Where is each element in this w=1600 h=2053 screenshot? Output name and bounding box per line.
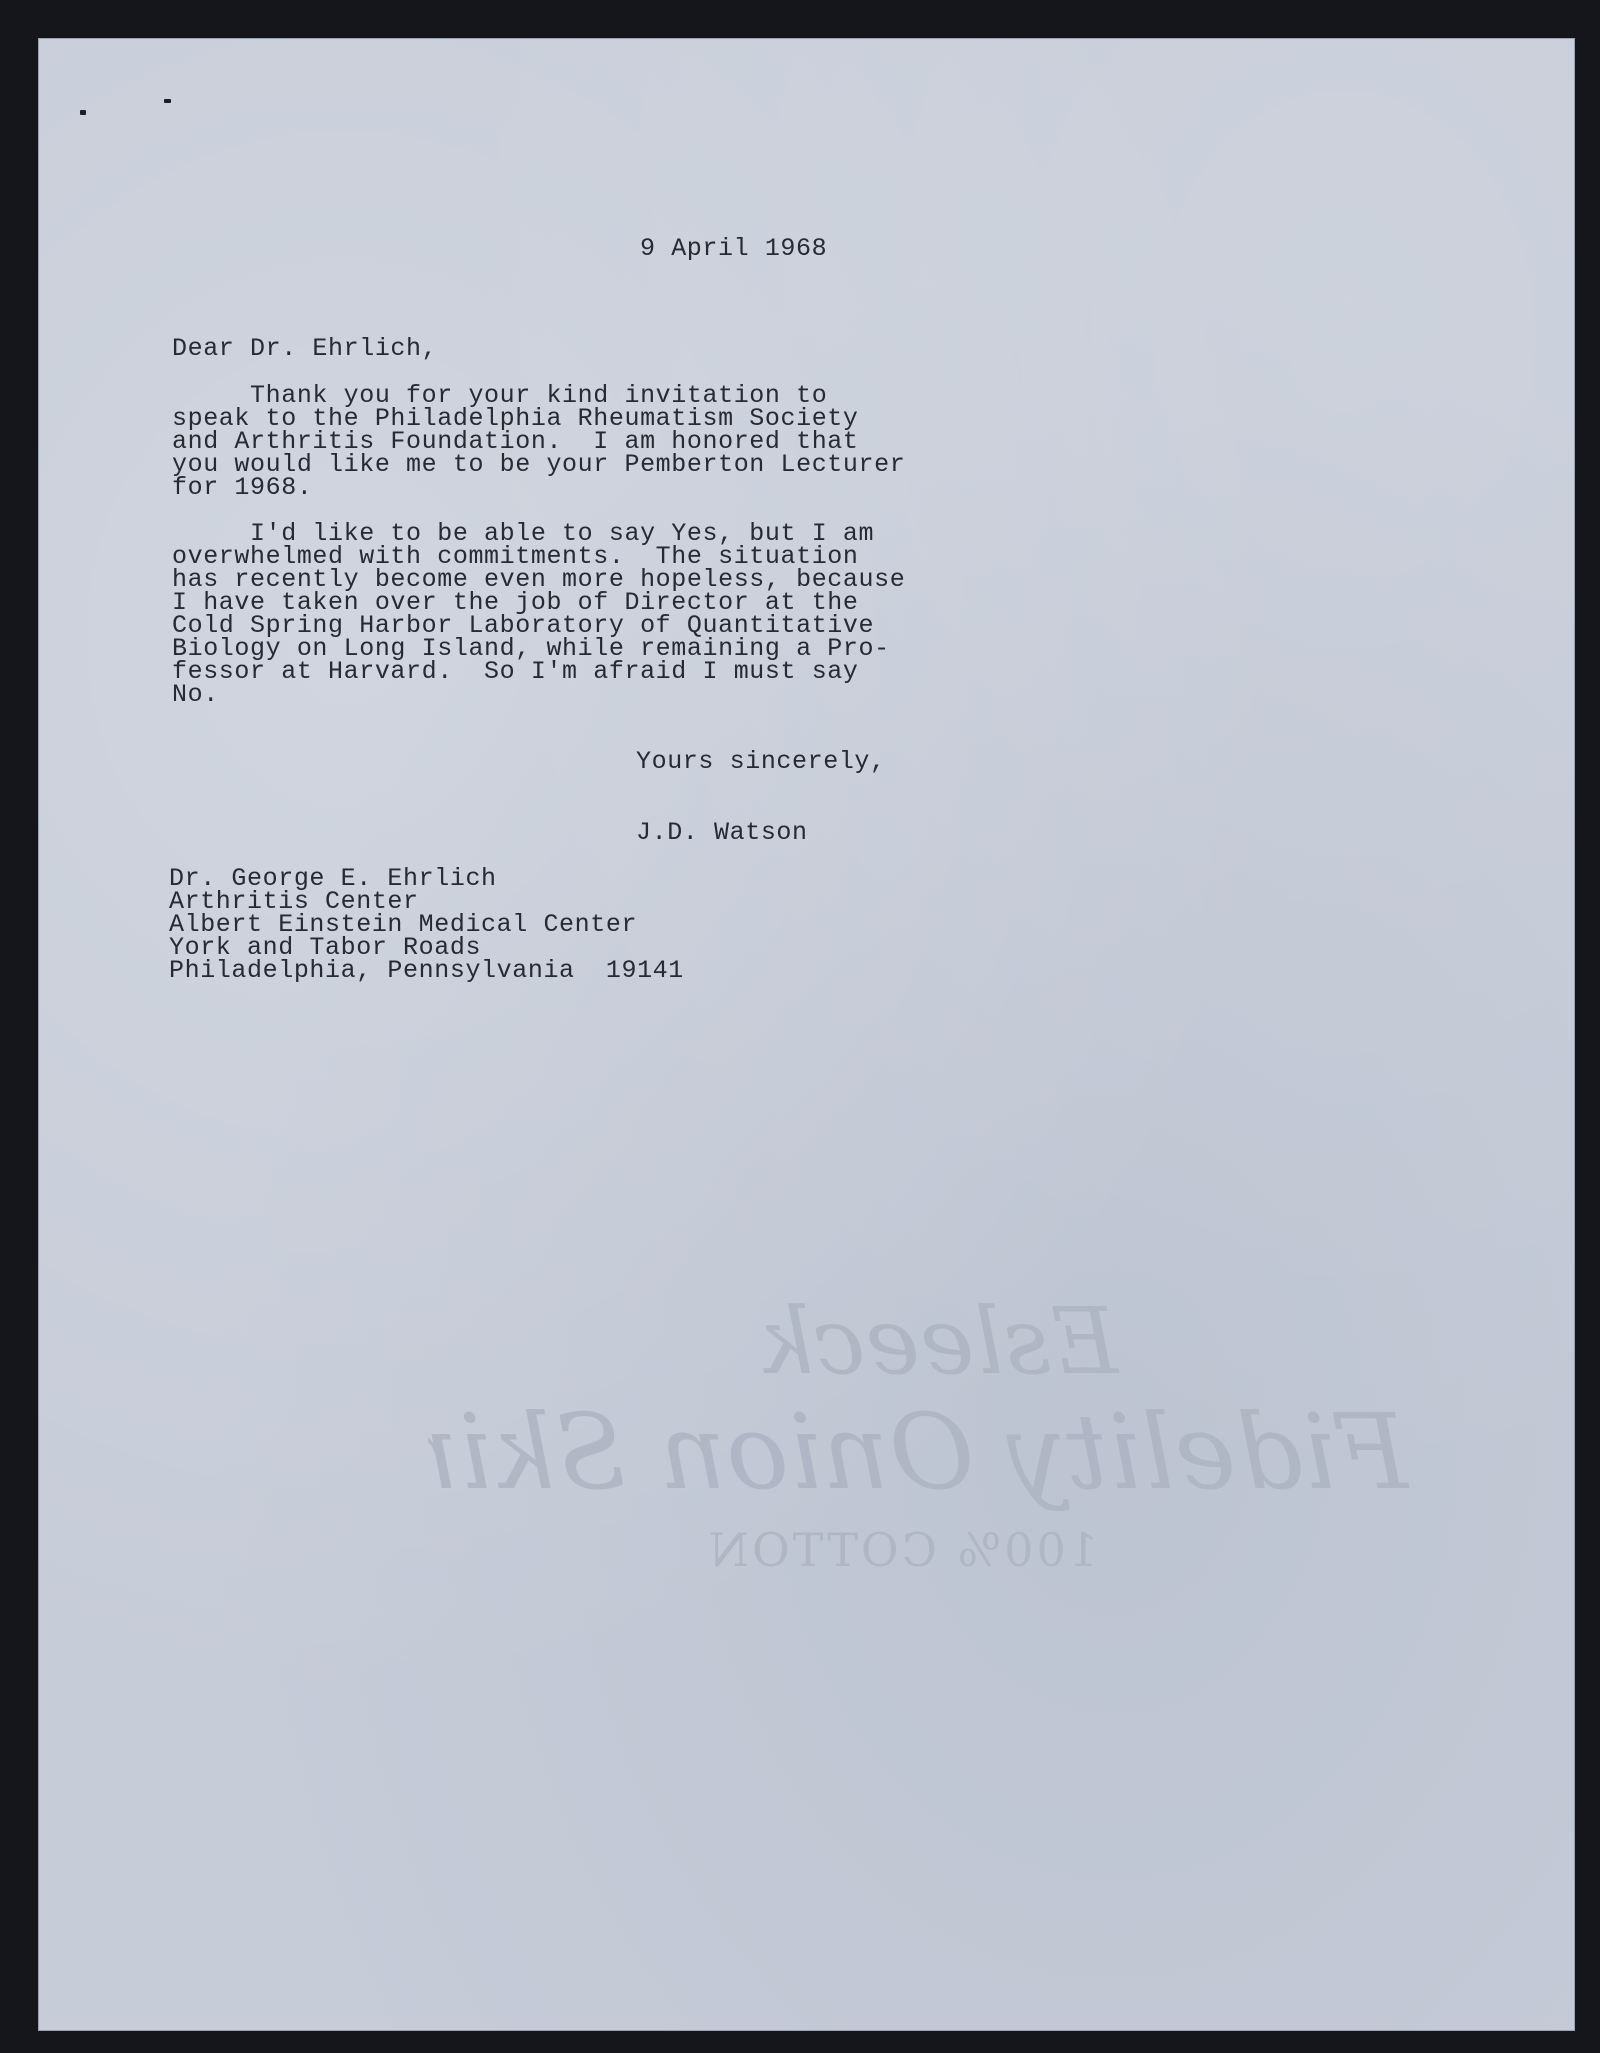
watermark-product: Fidelity Onion Skin	[428, 1391, 1408, 1513]
paragraph-2-line: I'd like to be able to say Yes, but I am	[172, 519, 875, 548]
address-line: Philadelphia, Pennsylvania 19141	[169, 956, 684, 985]
closing: Yours sincerely,	[636, 747, 886, 776]
watermark-brand: Esleeck	[758, 1288, 1118, 1395]
paragraph-1-line: and Arthritis Foundation. I am honored that	[172, 427, 859, 456]
address-line: Albert Einstein Medical Center	[169, 910, 638, 939]
signature: J.D. Watson	[636, 818, 808, 847]
salutation: Dear Dr. Ehrlich,	[172, 334, 438, 363]
paragraph-2-line: Cold Spring Harbor Laboratory of Quantitative	[172, 611, 875, 640]
watermark-fiber: 100% COTTON	[705, 1523, 1098, 1577]
paragraph-2-line: fessor at Harvard. So I'm afraid I must say	[172, 657, 859, 686]
paragraph-2-line: has recently become even more hopeless, because	[172, 565, 906, 594]
address-line: York and Tabor Roads	[169, 933, 482, 962]
paper-watermark	[428, 1278, 1428, 1638]
letter-date: 9 April 1968	[640, 234, 828, 263]
paragraph-2-line: No.	[172, 680, 219, 709]
paragraph-2-line: Biology on Long Island, while remaining a Pro-	[172, 634, 890, 663]
address-line: Arthritis Center	[169, 887, 419, 916]
paragraph-1-line: for 1968.	[172, 473, 313, 502]
ink-speck-right	[164, 99, 171, 103]
paragraph-2-line: I have taken over the job of Director at the	[172, 588, 859, 617]
paragraph-2-line: overwhelmed with commitments. The situation	[172, 542, 859, 571]
paragraph-1-line: speak to the Philadelphia Rheumatism Society	[172, 404, 859, 433]
paragraph-1-line: you would like me to be your Pemberton Lecturer	[172, 450, 906, 479]
paragraph-1-line: Thank you for your kind invitation to	[172, 381, 828, 410]
ink-speck-left	[80, 110, 86, 115]
address-line: Dr. George E. Ehrlich	[169, 864, 497, 893]
letter-sheet	[38, 38, 1575, 2031]
watermark-graphic	[428, 1278, 1428, 1638]
